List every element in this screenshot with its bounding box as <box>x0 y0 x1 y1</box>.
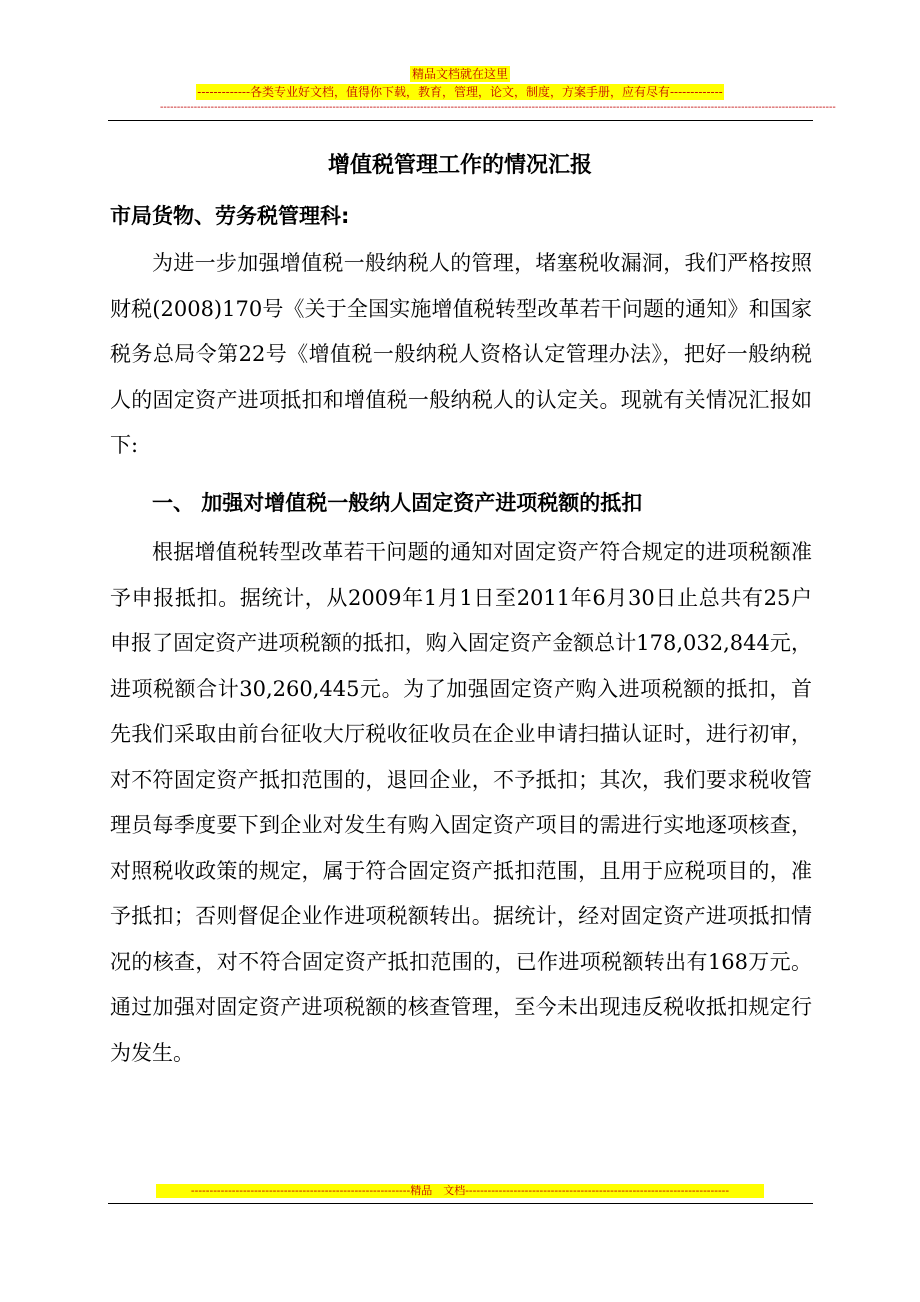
header-banner-line1: 精品文档就在这里 <box>411 67 508 81</box>
addressee: 市局货物、劳务税管理科: <box>110 204 350 228</box>
header-banner <box>0 66 920 100</box>
document-title: 增值税管理工作的情况汇报 <box>327 153 592 178</box>
section-heading-1: 一、 加强对增值税一般纳人固定资产进项税额的抵扣 <box>152 491 643 515</box>
header-rule <box>108 120 813 121</box>
header-banner-line2: -------------各类专业好文档，值得你下载，教育，管理，论文，制度，方案手册，应有尽有------------- <box>197 85 723 99</box>
header-dashes: -------------------------------------------------------------------------------------------------------------------------------------------------------------------------------------------------------- <box>160 102 836 113</box>
footer-banner: -----------------------------------------------------------精品 文档----------------------------------------------------------------------- <box>156 1184 764 1198</box>
paragraph-section-1: 根据增值税转型改革若干问题的通知对固定资产符合规定的进项税额准予申报抵扣。据统计，从2009年1月1日至2011年6月30日止总共有25户申报了固定资产进项税额的抵扣，购入固定资产金额总计178,032,844元，进项税额合计30,260,445元。为了加强固定资产购入进项税额的抵扣，首先我们采取由前台征收大厅税收征收员在企业申请扫描认证时，进行初审，对不符固定资产抵扣范围的，退回企业，不予抵扣；其次，我们要求税收管理员每季度要下到企业对发生有购入固定资产项目的需进行实地逐项核查，对照税收政策的规定，属于符合固定资产抵扣范围，且用于应税项目的，准予抵扣；否则督促企业作进项税额转出。据统计，经对固定资产进项抵扣情况的核查，对不符合固定资产抵扣范围的，已作进项税额转出有168万元。通过加强对固定资产进项税额的核查管理，至今未出现违反税收抵扣规定行为发生。 <box>110 540 812 1065</box>
footer-rule <box>108 1203 813 1204</box>
paragraph-intro: 为进一步加强增值税一般纳税人的管理，堵塞税收漏洞，我们严格按照财税(2008)170号《关于全国实施增值税转型改革若干问题的通知》和国家税务总局令第22号《增值税一般纳税人资格认定管理办法》，把好一般纳税人的固定资产进项抵扣和增值税一般纳税人的认定关。现就有关情况汇报如下: <box>110 251 812 457</box>
